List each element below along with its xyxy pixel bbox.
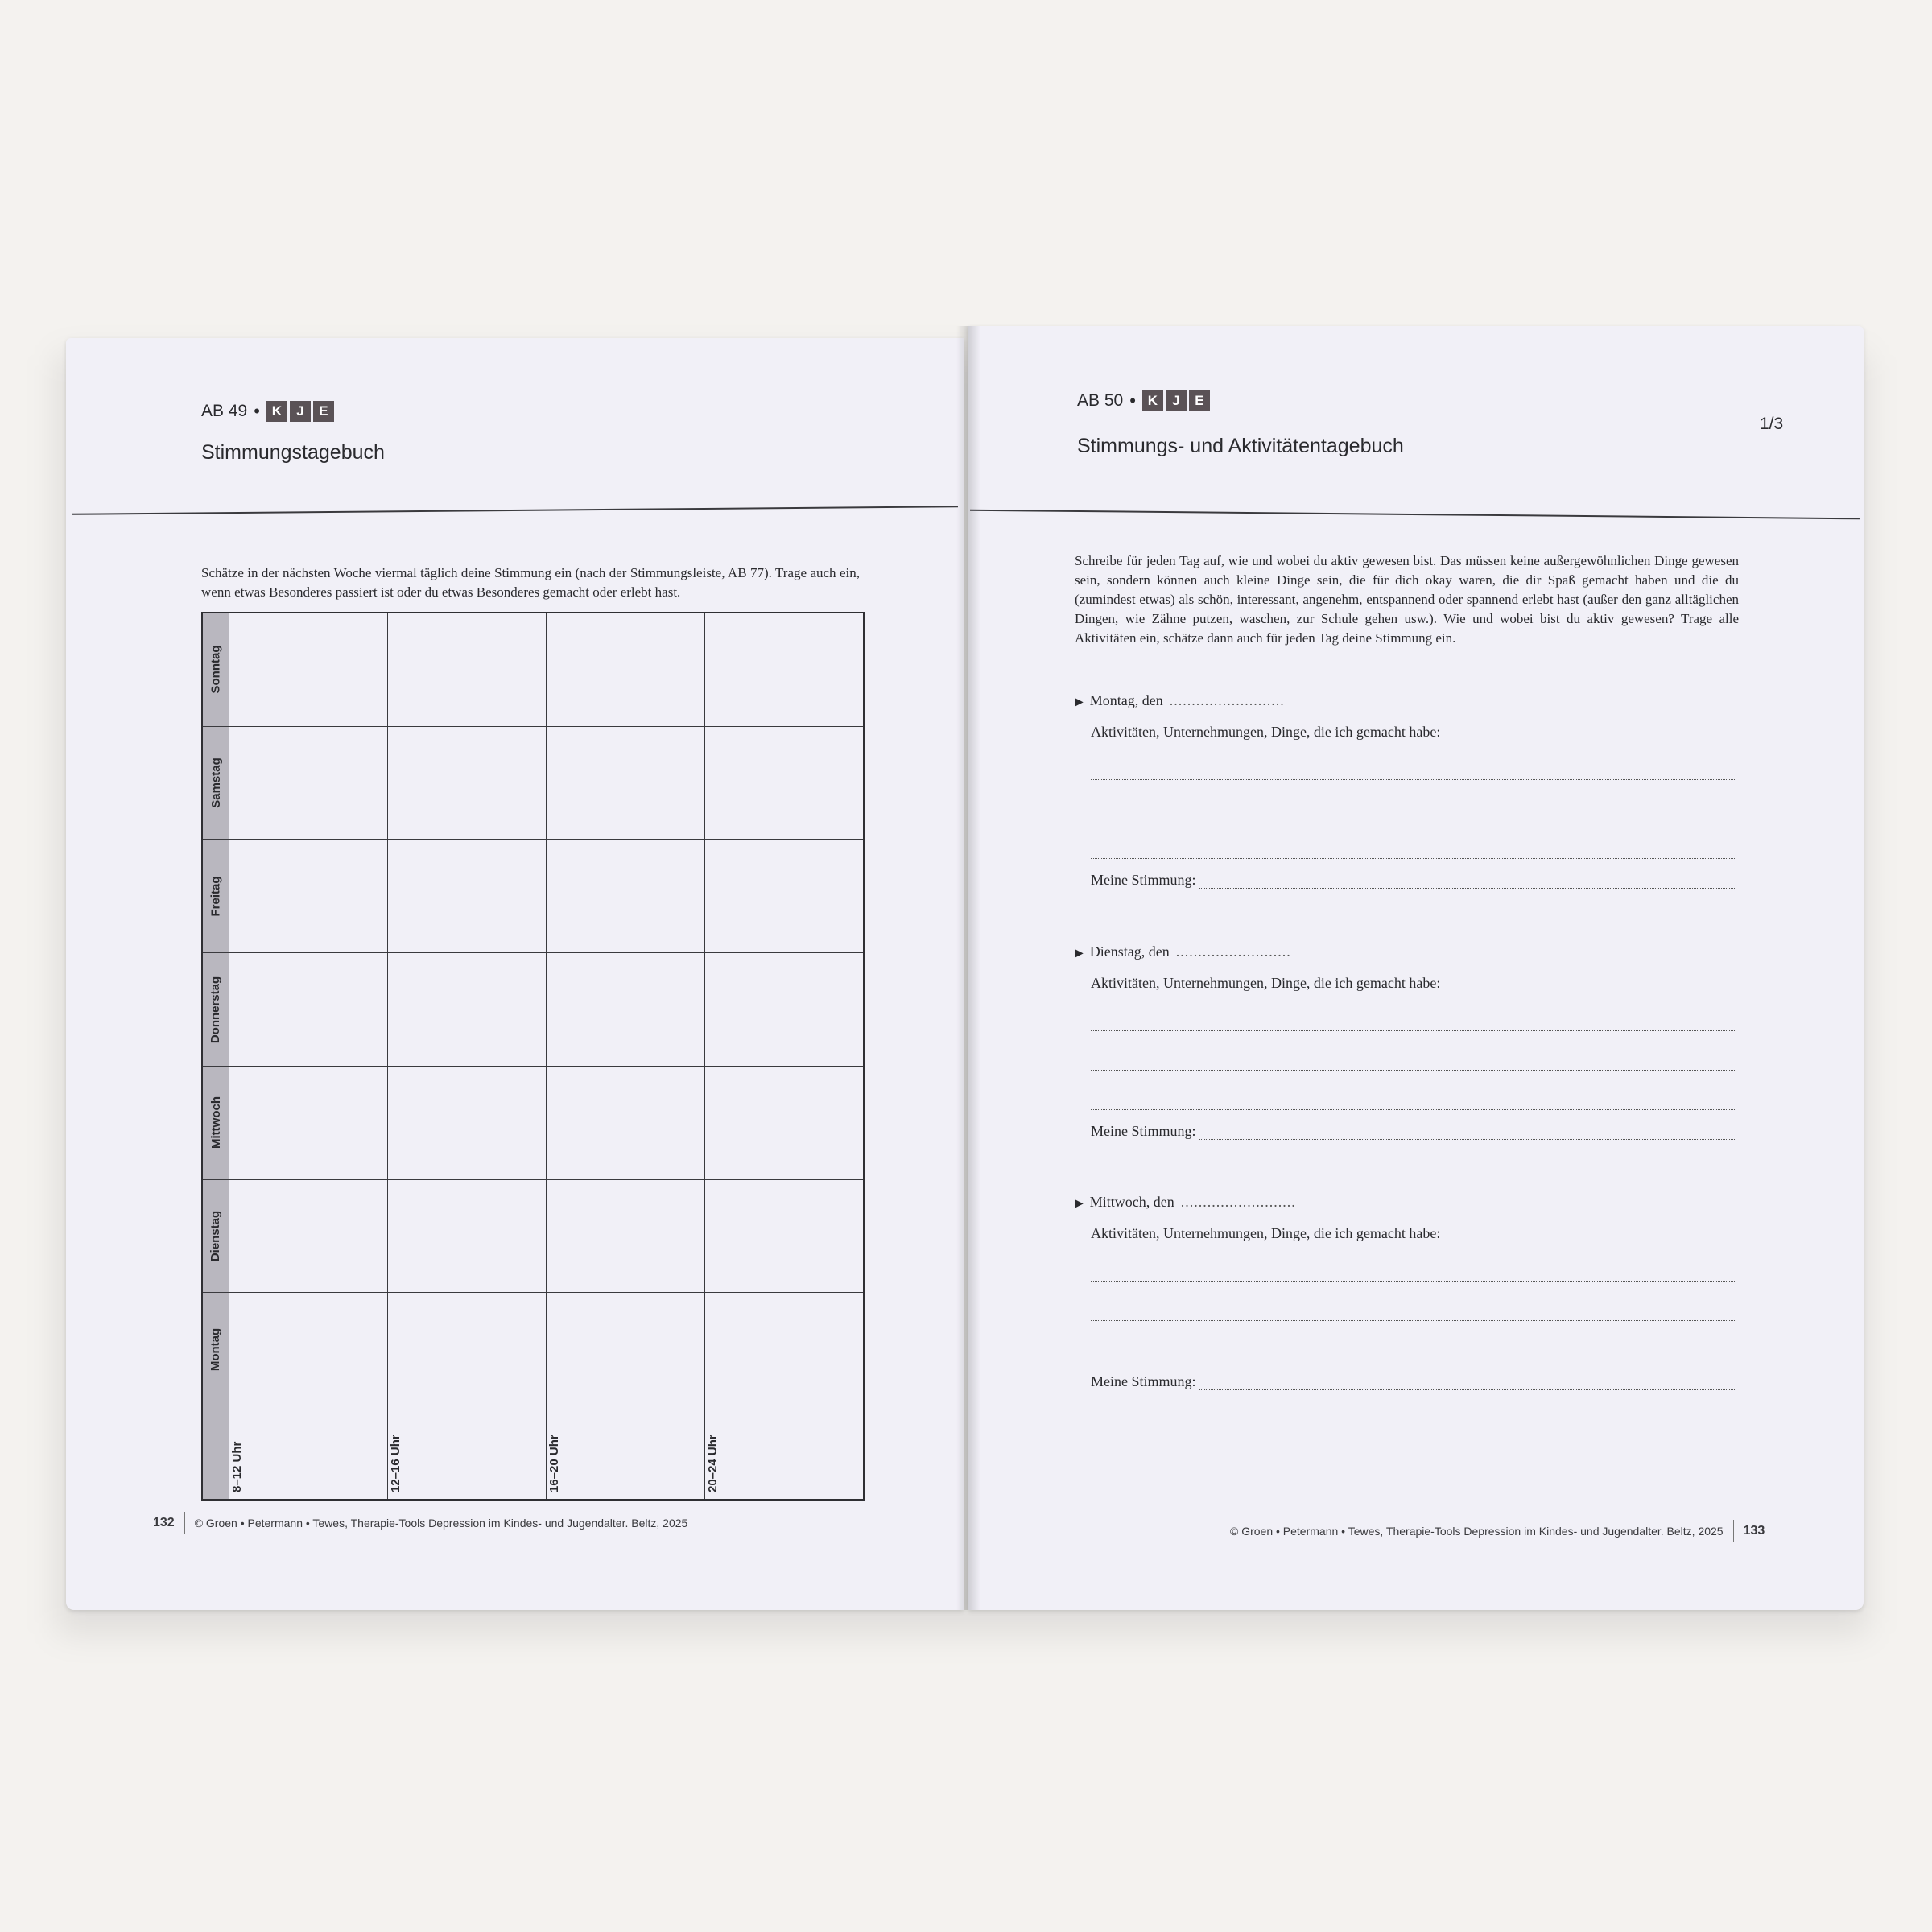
mood-cell[interactable] — [547, 840, 705, 952]
mood-cell[interactable] — [388, 1067, 547, 1179]
mood-cell[interactable] — [388, 1293, 547, 1406]
mood-cell[interactable] — [229, 727, 388, 840]
day-date-label: Montag, den — [1089, 692, 1163, 708]
mood-cell[interactable] — [547, 1067, 705, 1179]
left-page-title: Stimmungstagebuch — [201, 441, 385, 464]
table-row — [203, 1293, 863, 1406]
entry-montag — [1075, 692, 1735, 889]
kje-j: J — [1166, 390, 1187, 411]
day-label: Montag — [208, 1327, 223, 1371]
mood-cell[interactable] — [547, 953, 705, 1066]
day-label-cell — [203, 953, 229, 1066]
left-footer-text: © Groen • Petermann • Tewes, Therapie-Tools Depression im Kindes- und Jugendalter. Beltz, 2025 — [194, 1517, 688, 1530]
day-label-cell — [203, 727, 229, 840]
day-label-cell — [203, 1067, 229, 1179]
left-intro-text: Schätze in der nächsten Woche viermal täglich deine Stimmung ein (nach der Stimmungsleiste, AB 77). Trage auch ein, wenn etwas Besonderes passiert ist oder du etwas Besonderes gemacht oder erlebt hast. — [201, 565, 860, 600]
table-row — [203, 953, 863, 1067]
right-page-number: 133 — [1743, 1524, 1765, 1538]
left-ab-label: AB 49 — [201, 402, 248, 420]
day-label-cell-empty — [203, 1406, 229, 1499]
time-cell — [705, 1406, 863, 1499]
time-label: 8–12 Uhr — [230, 1441, 244, 1493]
mood-cell[interactable] — [705, 613, 863, 726]
mood-fill-line[interactable] — [1199, 1123, 1736, 1140]
triangle-bullet-icon: ▶ — [1075, 696, 1084, 708]
kje-k: K — [266, 401, 287, 422]
time-label: 16–20 Uhr — [547, 1435, 561, 1493]
right-page-title: Stimmungs- und Aktivitätentagebuch — [1077, 435, 1404, 457]
triangle-bullet-icon: ▶ — [1075, 1198, 1084, 1210]
mood-cell[interactable] — [229, 1067, 388, 1179]
mood-cell[interactable] — [547, 727, 705, 840]
right-kje-badge — [1142, 390, 1210, 411]
book-gutter — [956, 326, 980, 1610]
table-row — [203, 727, 863, 840]
mood-fill-line[interactable] — [1199, 1373, 1736, 1390]
table-row — [203, 613, 863, 727]
day-date-label: Dienstag, den — [1089, 943, 1170, 960]
day-label: Samstag — [208, 758, 223, 808]
day-line — [1075, 1194, 1735, 1211]
page-count: 1/3 — [1760, 415, 1784, 433]
mood-label: Meine Stimmung: — [1091, 1373, 1196, 1389]
mood-cell[interactable] — [705, 1067, 863, 1179]
table-row — [203, 1067, 863, 1180]
day-label: Donnerstag — [208, 976, 223, 1043]
mood-fill-line[interactable] — [1199, 872, 1736, 889]
write-line[interactable] — [1091, 1242, 1735, 1282]
activities-label: Aktivitäten, Unternehmungen, Dinge, die ich gemacht habe: — [1091, 724, 1441, 740]
right-intro — [1075, 551, 1739, 648]
mood-cell[interactable] — [388, 953, 547, 1066]
kje-k: K — [1142, 390, 1163, 411]
time-cell — [388, 1406, 547, 1499]
mood-cell[interactable] — [705, 1180, 863, 1293]
day-label: Sonntag — [208, 645, 223, 694]
date-fill-line[interactable]: .......................... — [1180, 1194, 1296, 1210]
table-row-times — [203, 1406, 863, 1499]
left-kje-badge — [266, 401, 334, 422]
mood-cell[interactable] — [705, 953, 863, 1066]
time-label: 20–24 Uhr — [706, 1435, 720, 1493]
day-label: Freitag — [208, 876, 223, 917]
day-line — [1075, 692, 1735, 709]
day-label: Dienstag — [208, 1210, 223, 1262]
activities-label: Aktivitäten, Unternehmungen, Dinge, die ich gemacht habe: — [1091, 975, 1441, 991]
day-date-label: Mittwoch, den — [1089, 1194, 1174, 1210]
mood-cell[interactable] — [388, 613, 547, 726]
activities-label: Aktivitäten, Unternehmungen, Dinge, die ich gemacht habe: — [1091, 1225, 1441, 1241]
table-row — [203, 840, 863, 953]
mood-cell[interactable] — [547, 1180, 705, 1293]
entry-dienstag — [1075, 943, 1735, 1140]
mood-cell[interactable] — [229, 1180, 388, 1293]
day-line — [1075, 943, 1735, 960]
day-label-cell — [203, 613, 229, 726]
mood-cell[interactable] — [705, 1293, 863, 1406]
left-bullet: • — [254, 401, 260, 421]
mood-label: Meine Stimmung: — [1091, 872, 1196, 888]
mood-line[interactable] — [1091, 872, 1735, 889]
mood-cell[interactable] — [388, 1180, 547, 1293]
mood-cell[interactable] — [547, 1293, 705, 1406]
left-page-number: 132 — [153, 1516, 175, 1530]
left-intro — [201, 564, 860, 602]
footer-separator — [1733, 1520, 1734, 1542]
mood-cell[interactable] — [705, 727, 863, 840]
mood-cell[interactable] — [388, 727, 547, 840]
date-fill-line[interactable]: .......................... — [1169, 692, 1285, 708]
mood-cell[interactable] — [388, 840, 547, 952]
time-cell — [547, 1406, 705, 1499]
write-line[interactable] — [1091, 1031, 1735, 1071]
write-line[interactable] — [1091, 992, 1735, 1031]
day-label-cell — [203, 1180, 229, 1293]
mood-cell[interactable] — [229, 840, 388, 952]
triangle-bullet-icon: ▶ — [1075, 947, 1084, 960]
day-label: Mittwoch — [208, 1096, 223, 1150]
day-label-cell — [203, 1293, 229, 1406]
right-footer — [1230, 1520, 1765, 1542]
write-line[interactable] — [1091, 1321, 1735, 1360]
mood-line[interactable] — [1091, 1123, 1735, 1140]
mood-line[interactable] — [1091, 1373, 1735, 1390]
kje-e: E — [1189, 390, 1210, 411]
date-fill-line[interactable]: .......................... — [1175, 943, 1291, 960]
mood-table — [201, 612, 865, 1501]
entry-mittwoch — [1075, 1194, 1735, 1390]
kje-j: J — [290, 401, 311, 422]
time-cell — [229, 1406, 388, 1499]
right-footer-text: © Groen • Petermann • Tewes, Therapie-Tools Depression im Kindes- und Jugendalter. Beltz, 2025 — [1230, 1525, 1724, 1538]
write-line[interactable] — [1091, 741, 1735, 780]
write-line[interactable] — [1091, 819, 1735, 859]
right-intro-text: Schreibe für jeden Tag auf, wie und wobei du aktiv gewesen bist. Das müssen keine außergewöhnlichen Dinge gewesen sein, sondern können auch kleine Dinge sein, die für dich okay waren, die dir Spaß gemacht haben und die du (zumindest etwas) als schön, interessant, angenehm, entspannend oder spannend erlebt hast (außer den ganz alltäglichen Dingen, wie Zähne putzen, waschen, zur Schule gehen usw.). Wie und wobei bist du aktiv gewesen? Trage alle Aktivitäten ein, schätze dann auch für jeden Tag deine Stimmung ein. — [1075, 553, 1739, 646]
left-footer — [153, 1512, 687, 1534]
mood-cell[interactable] — [705, 840, 863, 952]
right-bullet: • — [1129, 390, 1136, 411]
mood-cell[interactable] — [229, 1293, 388, 1406]
mood-cell[interactable] — [229, 613, 388, 726]
write-line[interactable] — [1091, 1071, 1735, 1110]
mood-cell[interactable] — [229, 953, 388, 1066]
kje-e: E — [313, 401, 334, 422]
right-worksheet-header — [1077, 390, 1210, 411]
mood-cell[interactable] — [547, 613, 705, 726]
table-row — [203, 1180, 863, 1294]
mood-label: Meine Stimmung: — [1091, 1123, 1196, 1139]
left-worksheet-header — [201, 401, 334, 422]
right-ab-label: AB 50 — [1077, 391, 1124, 410]
write-line[interactable] — [1091, 1282, 1735, 1321]
time-label: 12–16 Uhr — [389, 1435, 402, 1493]
footer-separator — [184, 1512, 185, 1534]
write-line[interactable] — [1091, 780, 1735, 819]
day-label-cell — [203, 840, 229, 952]
